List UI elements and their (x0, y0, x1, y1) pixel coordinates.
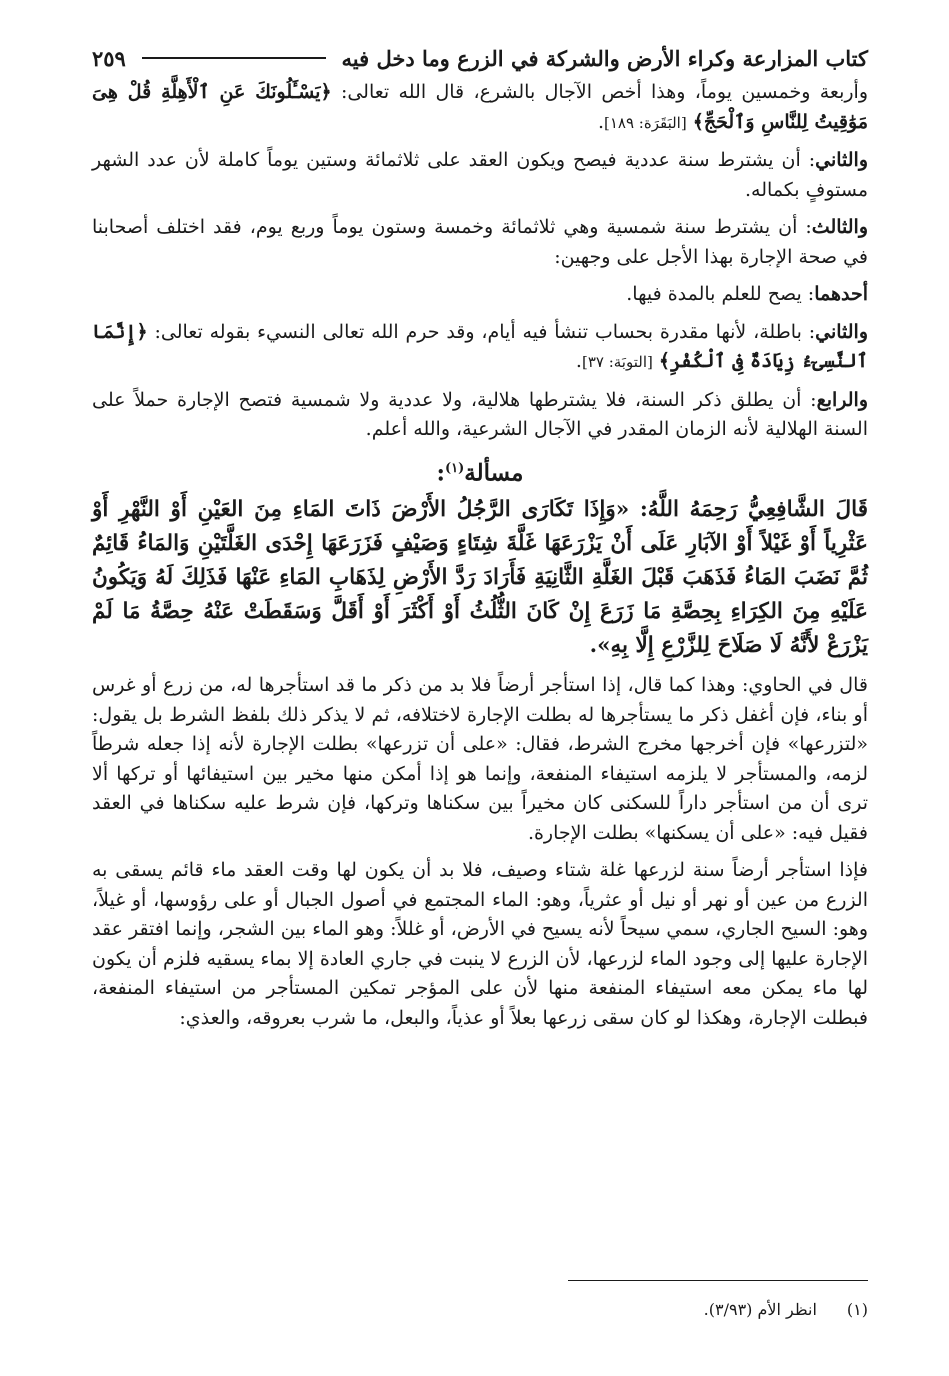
running-header (92, 38, 868, 78)
paragraph-first-view (92, 280, 868, 310)
verse-reference: [التوبَة: ٣٧] (581, 353, 653, 371)
header-rule (142, 57, 326, 59)
page (92, 38, 868, 1319)
paragraph-end: . (597, 110, 604, 133)
verse-reference: [البَقَرَة: ١٨٩] (604, 113, 687, 132)
paragraph-text: : أن يشترط سنة عددية فيصح ويكون العقد على ثلاثمائة وستين يوماً كاملة لأن عدد الشهر مستوفٍ بكماله. (92, 149, 868, 201)
shafii-quote: قَالَ الشَّافِعِيُّ رَحِمَهُ اللَّهُ: «وَإِذَا تَكَارَى الرَّجُلُ الأَرْضَ ذَاتَ المَاءِ مِنَ العَيْنِ أَوْ النَّهْرِ أَوْ عَثْرِياً أَوْ غَيْلاً أَوْ الآبَارِ عَلَى أَنْ يَزْرَعَهَا غَلَّةَ شِتَاءٍ وَصَيْفٍ فَزَرَعَهَا إِحْدَى الغَلَّتَيْنِ وَالمَاءُ قَائِمٌ ثُمَّ نَضَبَ المَاءُ فَذَهَبَ قَبْلَ الغَلَّةِ الثَّانِيَةِ فَأَرَادَ رَدَّ الأَرْضِ لِذَهَابِ المَاءِ عَنْهَا فَذَلِكَ لَهُ وَيَكُونُ عَلَيْهِ مِنَ الكِرَاءِ بِحِصَّةِ مَا زَرَعَ إِنْ كَانَ الثُّلُثُ أَوْ أَكْثَرَ أَوْ أَقَلَّ وَسَقَطَتْ عَنْهُ حِصَّةُ مَا لَمْ يَزْرَعْ لأَنَّهُ لَا صَلَاحَ لِلزَّرْعِ إِلَّا بِهِ». (92, 497, 868, 659)
chapter-title: كتاب المزارعة وكراء الأرض والشركة في الزرع وما دخل فيه (341, 45, 868, 71)
section-heading-text: مسألة (464, 459, 524, 487)
paragraph-text: : أن يشترط سنة شمسية وهي ثلاثمائة وخمسة وستون يوماً وربع يوم، فقد اختلف أصحابنا في صحة الإجارة بهذا الأجل على وجهين: (92, 216, 868, 268)
paragraph-end: . (575, 350, 582, 372)
paragraph-lead: والثاني (815, 320, 868, 343)
section-heading-colon: : (436, 459, 445, 487)
commentary-paragraph: فإذا استأجر أرضاً سنة لزرعها غلة شتاء وصيف، فلا بد أن يكون لها وقت العقد ماء قائم يسقى به الزرع من عين أو نهر أو نيل أو عثرياً، وهو: الماء المجتمع في أصول الجبال أو على رؤوسها، أو غيلاً، وهو: السيح الجاري، سمي سيحاً لأنه يسيح في الأرض، أو غللاً: وهو الماء بين الشجر، وإنما افتقر عقد الإجارة عليها إلى وجود الماء لزرعها، لأن الزرع لا ينبت في جاري العادة إلا بماء يسقيه فلزم أن يكون لها ماء يمكن معه استيفاء المنفعة منها لأن على المؤجر تمكين المستأجر من استيفاء المنفعة، فبطلت الإجارة، وهكذا لو كان سقى زرعها بعلاً أو عذياً، والبعل، ما شرب بعروقه، والعذي: (92, 859, 868, 1029)
commentary-paragraph: قال في الحاوي: وهذا كما قال، إذا استأجر أرضاً فلا بد من ذكر ما قد استأجرها له، من زرع أو غرس أو بناء، فإن أغفل ذكر ما يستأجرها له بطلت الإجارة لاختلافه، ثم لا يذكر ذلك بلفظ الشرط بل يقول: «لتزرعها» فإن أخرجها مخرج الشرط، فقال: «على أن تزرعها» بطلت الإجارة لأنه إذا جعله شرطاً لزمه، والمستأجر لا يلزمه استيفاء المنفعة، وإنما هو إذا أمكن منها مخير بين استيفائها أو تركها ألا ترى أن من استأجر داراً للسكنى كان مخيراً بين سكناها وتركها، فإن شرط عليه سكناها في العقد فقيل فيه: «على أن يسكنها» بطلت الإجارة. (92, 674, 868, 844)
paragraph-lead: أحدهما (814, 283, 868, 305)
page-number: ٢٥٩ (92, 45, 126, 71)
footnote (704, 1300, 868, 1319)
paragraph-text: وأربعة وخمسين يوماً، وهذا أخص الآجال بالشرع، قال الله تعالى: (331, 81, 868, 103)
paragraph-text: : أن يطلق ذكر السنة، فلا يشترطها هلالية، ولا عددية ولا شمسية فتصح الإجارة حملاً على السنة الهلالية لأنه الزمان المقدر في الآجال الشرعية، والله أعلم. (92, 388, 868, 440)
section-heading (92, 453, 868, 490)
quran-verse: ﴿إِنَّمَا ٱلنَّسِىٓءُ زِيَادَةٌ فِى ٱلْكُفْرِ﴾ (92, 320, 868, 372)
paragraph-text: : يصح للعلم بالمدة فيها. (626, 283, 815, 305)
footnote-number: (١) (846, 1300, 868, 1319)
quran-verse: ﴿يَسْـَٔلُونَكَ عَنِ ٱلْأَهِلَّةِ قُلْ هِىَ مَوَٰقِيتُ لِلنَّاسِ وَٱلْحَجِّ﴾ (92, 81, 868, 133)
footnote-rule (568, 1280, 868, 1281)
paragraph-lead: والثالث (811, 216, 868, 238)
footnote-marker: (١) (445, 460, 465, 476)
paragraph-third (92, 213, 868, 272)
paragraph-text: : باطلة، لأنها مقدرة بحساب تنشأ فيه أيام، وقد حرم الله تعالى النسيء بقوله تعالى: (147, 320, 816, 343)
paragraph-lead: والرابع (816, 388, 868, 411)
paragraph-second-view (92, 318, 868, 378)
footnote-text: انظر الأم (٣/٩٣). (703, 1300, 817, 1319)
paragraph-lead: والثاني (815, 149, 868, 171)
paragraph-second (92, 146, 868, 205)
paragraph-fourth (92, 386, 868, 445)
paragraph-year-types (92, 78, 868, 138)
